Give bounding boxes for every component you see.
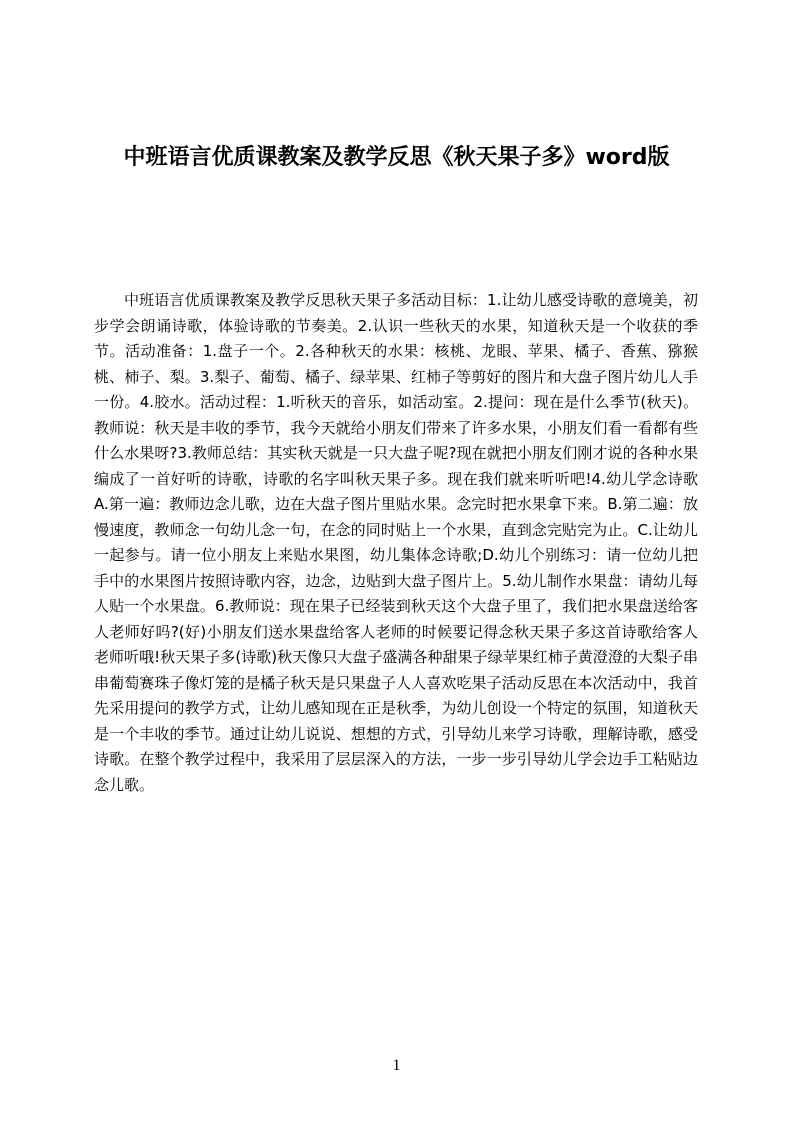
page-number: 1: [392, 1057, 401, 1074]
document-title: 中班语言优质课教案及教学反思《秋天果子多》word版: [123, 145, 670, 170]
document-body-paragraph: 中班语言优质课教案及教学反思秋天果子多活动目标：1.让幼儿感受诗歌的意境美，初步学会朗诵诗歌，体验诗歌的节奏美。2.认识一些秋天的水果，知道秋天是一个收获的季节。活动准备：1.盘子一个。2.各种秋天的水果：核桃、龙眼、苹果、橘子、香蕉、猕猴桃、柿子、梨。3.梨子、葡萄、橘子、绿苹果、红柿子等剪好的图片和大盘子图片幼儿人手一份。4.胶水。活动过程：1.听秋天的音乐，如活动室。2.提问：现在是什么季节(秋天)。教师说：秋天是丰收的季节，我今天就给小朋友们带来了许多水果，小朋友们看一看都有些什么水果呀?3.教师总结：其实秋天就是一只大盘子呢?现在就把小朋友们刚才说的各种水果编成了一首好听的诗歌，诗歌的名字叫秋天果子多。现在我们就来听听吧!4.幼儿学念诗歌A.第一遍：教师边念儿歌，边在大盘子图片里贴水果。念完时把水果拿下来。B.第二遍：放慢速度，教师念一句幼儿念一句，在念的同时贴上一个水果，直到念完贴完为止。C.让幼儿一起参与。请一位小朋友上来贴水果图，幼儿集体念诗歌;D.幼儿个别练习：请一位幼儿把手中的水果图片按照诗歌内容，边念，边贴到大盘子图片上。5.幼儿制作水果盘：请幼儿每人贴一个水果盘。6.教师说：现在果子已经装到秋天这个大盘子里了，我们把水果盘送给客人老师好吗?(好)小朋友们送水果盘给客人老师的时候要记得念秋天果子多这首诗歌给客人老师听哦!秋天果子多(诗歌)秋天像只大盘子盛满各种甜果子绿苹果红柿子黄澄澄的大梨子串串葡萄赛珠子像灯笼的是橘子秋天是只果盘子人人喜欢吃果子活动反思在本次活动中，我首先采用提问的教学方式，让幼儿感知现在正是秋季，为幼儿创设一个特定的氛围，知道秋天是一个丰收的季节。通过让幼儿说说、想想的方式，引导幼儿来学习诗歌，理解诗歌，感受诗歌。在整个教学过程中，我采用了层层深入的方法，一步一步引导幼儿学会边手工粘贴边念儿歌。: [94, 291, 698, 794]
